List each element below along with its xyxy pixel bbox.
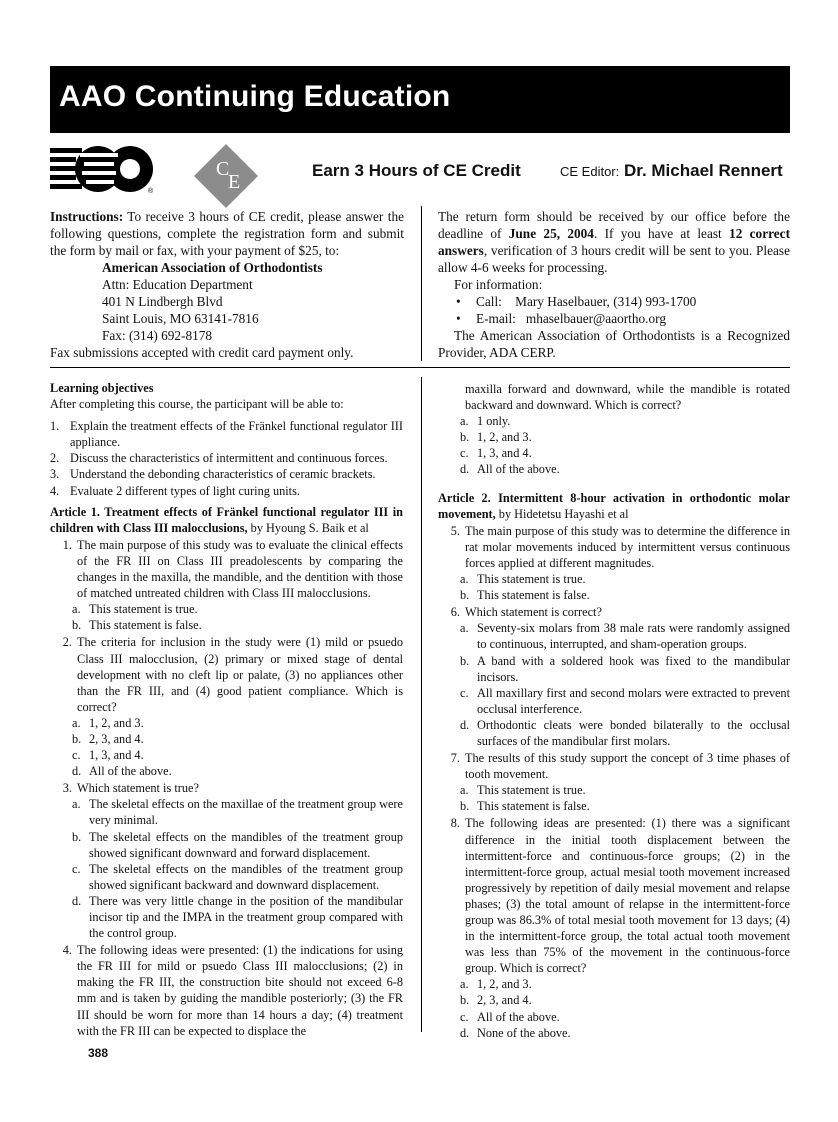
option-b[interactable]: b. 2, 3, and 4. — [460, 993, 532, 1008]
option-b[interactable]: b. 2, 3, and 4. — [72, 731, 144, 746]
provider-note: The American Association of Orthodontists is a Recognized Provider, ADA CERP. — [438, 328, 790, 360]
ce-editor — [560, 161, 783, 181]
instructions-right — [438, 208, 790, 361]
deadline-date: June 25, 2004 — [508, 226, 594, 241]
option-d[interactable]: d. Orthodontic cleats were bonded bilaterally to the occlusal surfaces of the mandibular first molars. — [460, 717, 790, 748]
banner — [50, 66, 790, 133]
question-5: 5. The main purpose of this study was to determine the difference in rat molar movements induced by intermittent versus continuous forces applied at different magnitudes. — [450, 523, 790, 570]
option-a[interactable]: a. 1, 2, and 3. — [460, 977, 532, 992]
question-4-continued: maxilla forward and downward, while the mandible is rotated backward and downward. Which is correct? — [465, 382, 790, 413]
question-3: 3. Which statement is true? — [62, 781, 199, 796]
objectives-intro: After completing this course, the participant will be able to: — [50, 397, 344, 412]
option-c[interactable]: c. The skeletal effects on the mandibles of the treatment group showed significant backward and downward displacement. — [72, 861, 403, 892]
column-divider — [421, 377, 422, 1032]
aao-logo-icon — [50, 144, 154, 194]
question-8: 8. The following ideas are presented: (1) there was a significant difference in the initial tooth displacement between the intermittent-force and continuous-force groups; (2) in the intermittent-force group, actual mesial tooth movement increased progressively by repetition of daily mesial movement and relapse phases; (3) the total amount of relapse in the intermittent-force group was 86.3% of total mesial tooth movement for 13 days; (4) in the intermittent-force group, the total actual tooth movement was less than 75% of the movement in the continuous-force group. Which is correct? — [450, 816, 790, 976]
option-d[interactable]: d. None of the above. — [460, 1025, 571, 1040]
list-item: 1. Explain the treatment effects of the Fränkel functional regulator III appliance. — [50, 419, 403, 450]
option-a[interactable]: a. The skeletal effects on the maxillae of the treatment group were very minimal. — [72, 797, 403, 828]
list-item: 2. Discuss the characteristics of intermittent and continuous forces. — [50, 451, 388, 466]
option-d[interactable]: d. All of the above. — [72, 764, 172, 779]
ce-logo-icon — [192, 142, 260, 210]
ce-editor-label: CE Editor: — [560, 164, 620, 179]
address-line: Attn: Education Department — [102, 277, 253, 292]
option-c[interactable]: c. All maxillary first and second molars were extracted to prevent occlusal interference. — [460, 685, 790, 716]
question-7: 7. The results of this study support the concept of 3 time phases of tooth movement. — [450, 751, 790, 782]
ce-editor-name: Dr. Michael Rennert — [623, 161, 783, 180]
option-c[interactable]: c. 1, 3, and 4. — [72, 748, 144, 763]
question-1: 1. The main purpose of this study was to evaluate the clinical effects of the FR III on Class III preadolescents by comparing the changes in the maxilla, the mandible, and the dentition with those of matched untreated children with Class III malocclusions. — [62, 537, 403, 601]
option-d[interactable]: d. There was very little change in the position of the mandibular incisor tip and the IMPA in the treatment group compared with the control group. — [72, 893, 403, 941]
email-contact: • E-mail: mhaselbauer@aaortho.org — [438, 310, 790, 327]
deadline-text: , verification of 3 hours credit will be sent to you. Please allow 4-6 weeks for processing. — [438, 243, 790, 275]
column-divider — [421, 206, 422, 361]
svg-text:C: C — [216, 158, 230, 180]
option-b[interactable]: b. A band with a soldered hook was fixed to the mandibular incisors. — [460, 653, 790, 684]
question-4: 4. The following ideas were presented: (1) the indications for using the FR III for mild or psuedo Class III malocclusions; (2) in making the FR III, the construction bite should not exceed 6-8 mm and is taken by guiding the mandible posteriorly; (3) the FR III should be worn for more than 14 hours a day; (4) treatment with the FR III can be expected to displace the — [62, 943, 403, 1038]
option-a[interactable]: a. This statement is true. — [460, 783, 586, 798]
page-number: 388 — [88, 1046, 109, 1060]
address-line: 401 N Lindbergh Blvd — [102, 294, 223, 309]
section-divider — [50, 367, 790, 368]
credit-hours-label: Earn 3 Hours of CE Credit — [312, 161, 521, 180]
option-b[interactable]: b. This statement is false. — [460, 588, 590, 603]
option-a[interactable]: a. Seventy-six molars from 38 male rats were randomly assigned to continuous, interrupted, and sham-operation groups. — [460, 621, 790, 652]
phone-contact: • Call: Mary Haselbauer, (314) 993-1700 — [438, 293, 790, 310]
option-a[interactable]: a. 1, 2, and 3. — [72, 715, 144, 730]
option-b[interactable]: b. The skeletal effects on the mandibles of the treatment group showed significant downward and forward displacement. — [72, 829, 403, 860]
instructions-label: Instructions: — [50, 209, 124, 224]
objectives-heading: Learning objectives — [50, 381, 154, 395]
list-item: 3. Understand the debonding characteristics of ceramic brackets. — [50, 467, 376, 482]
info-label: For information: — [454, 277, 543, 292]
option-b[interactable]: b. This statement is false. — [72, 618, 202, 633]
required-answers: 12 correct answers — [438, 226, 791, 258]
instructions-text: To receive 3 hours of CE credit, please answer the following questions, complete the registration form and submit the form by mail or fax, with your payment of $25, to: — [50, 209, 404, 258]
option-c[interactable]: c. 1, 3, and 4. — [460, 446, 532, 461]
instructions-left — [50, 208, 404, 361]
option-a[interactable]: a. 1 only. — [460, 414, 511, 429]
svg-text:E: E — [228, 171, 241, 193]
deadline-text: . If you have at least — [593, 226, 722, 241]
option-a[interactable]: a. This statement is true. — [460, 572, 586, 587]
svg-text:®: ® — [148, 188, 154, 194]
article-2-heading: Article 2. Intermittent 8-hour activation in orthodontic molar movement, by Hidetetsu Hayashi et al — [438, 490, 790, 521]
questions-right-column — [438, 380, 790, 1041]
questions-left-column — [50, 380, 403, 1039]
fax-note: Fax submissions accepted with credit card payment only. — [50, 345, 354, 360]
page-title: AAO Continuing Education — [59, 80, 451, 113]
article-1-heading: Article 1. Treatment effects of Fränkel functional regulator III in children with Class III malocclusions, by Hyoung S. Baik et al — [50, 504, 403, 535]
option-d[interactable]: d. All of the above. — [460, 462, 560, 477]
option-a[interactable]: a. This statement is true. — [72, 602, 198, 617]
option-c[interactable]: c. All of the above. — [460, 1009, 560, 1024]
org-name: American Association of Orthodontists — [102, 260, 323, 275]
option-b[interactable]: b. This statement is false. — [460, 799, 590, 814]
question-2: 2. The criteria for inclusion in the study were (1) mild or psuedo Class III malocclusion, (2) primary or mixed stage of dental development with no cleft lip or palate, (3) no appliances other than the FR III, and (4) good patient compliance. Which is correct? — [62, 635, 403, 714]
list-item: 4. Evaluate 2 different types of light curing units. — [50, 483, 300, 498]
question-6: 6. Which statement is correct? — [450, 605, 602, 620]
fax-number: Fax: (314) 692-8178 — [102, 328, 213, 343]
option-b[interactable]: b. 1, 2, and 3. — [460, 430, 532, 445]
address-line: Saint Louis, MO 63141-7816 — [102, 311, 259, 326]
deadline-text: The return form should be received by our office before the deadline of — [438, 209, 790, 241]
